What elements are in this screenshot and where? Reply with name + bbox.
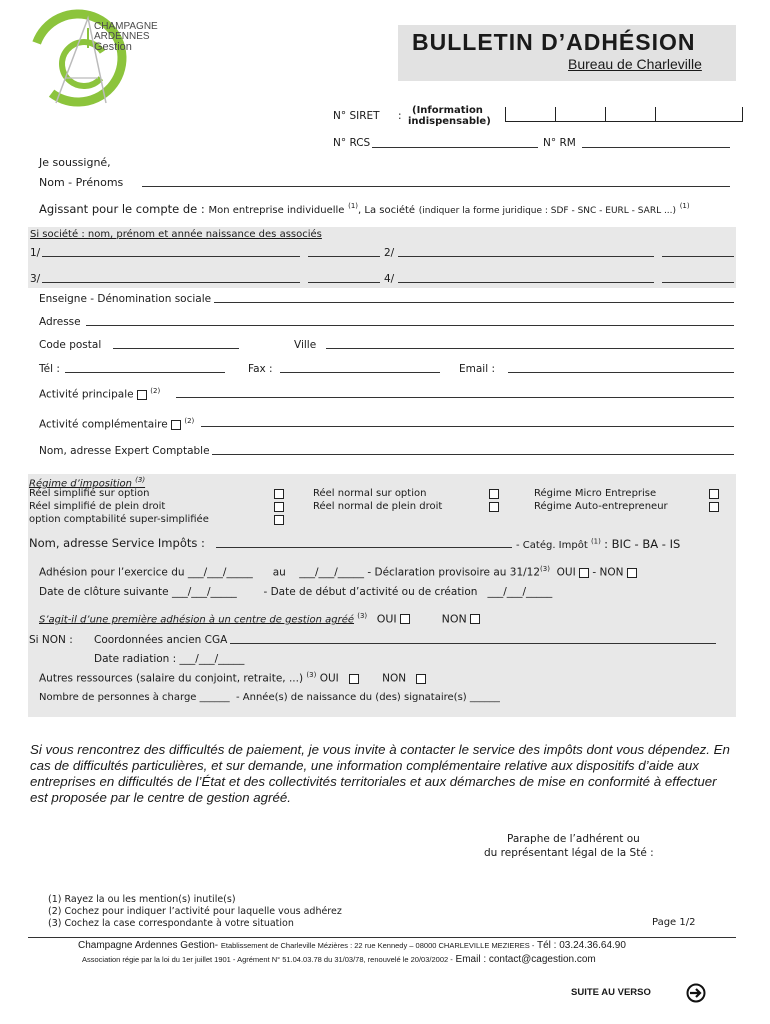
activite-principale-label: Activité principale $^{(2)}$ bbox=[39, 387, 161, 401]
regime-b2: Réel normal de plein droit bbox=[313, 501, 443, 512]
fax-label: Fax : bbox=[248, 363, 273, 375]
cp-label: Code postal bbox=[39, 339, 102, 351]
regime-b2-checkbox[interactable] bbox=[489, 502, 499, 512]
impots-field[interactable] bbox=[216, 538, 512, 548]
associe-4-year[interactable] bbox=[662, 273, 734, 283]
coord-field[interactable] bbox=[230, 634, 716, 644]
associe-1-year[interactable] bbox=[308, 247, 380, 257]
premiere-non-checkbox[interactable] bbox=[470, 614, 480, 624]
footer-line2: Association régie par la loi du 1er juillet 1901 - Agrément N° 51.04.03.78 du 31/03/78, renouvelé le 20/03/2002 - Email : contact@cagestion.com bbox=[82, 954, 596, 965]
categ-impot: - Catég. Impôt $^{(1)}$ : BIC - BA - IS bbox=[516, 537, 681, 551]
email-field[interactable] bbox=[508, 363, 734, 373]
ville-label: Ville bbox=[294, 339, 317, 351]
siret-note: (Information indispensable) bbox=[408, 105, 491, 127]
nom-field[interactable] bbox=[142, 177, 730, 187]
enseigne-field[interactable] bbox=[214, 293, 734, 303]
impots-label: Nom, adresse Service Impôts : bbox=[29, 536, 205, 550]
premiere-oui-checkbox[interactable] bbox=[400, 614, 410, 624]
regime-a3-checkbox[interactable] bbox=[274, 515, 284, 525]
siret-field-2[interactable] bbox=[555, 107, 606, 122]
cp-field[interactable] bbox=[113, 339, 239, 349]
siret-colon: : bbox=[398, 110, 402, 122]
ville-field[interactable] bbox=[326, 339, 734, 349]
regime-b1: Réel normal sur option bbox=[313, 488, 427, 499]
rcs-field[interactable] bbox=[372, 138, 538, 148]
payment-note: Si vous rencontrez des difficultés de paiement, je vous invite à contacter le service des impôts dont vous dépendez. En cas de difficultés particulières, et sur demande, une information complémentaire relative aux dispositifs d’aide aux entreprises en difficultés de l’État et des collectivités territoriales et aux démarches de mise en conformité à effectuer est proposée par le centre de gestion agréé. bbox=[30, 742, 730, 805]
activite-complementaire-label: Activité complémentaire $^{(2)}$ bbox=[39, 417, 195, 431]
adresse-field[interactable] bbox=[86, 316, 734, 326]
associe-3-label: 3/ bbox=[30, 273, 41, 285]
radiation-row: Date radiation : ___/___/_____ bbox=[94, 653, 245, 665]
footer-line1: Champagne Ardennes Gestion- Etablissement de Charleville Mézières : 22 rue Kennedy – 08000 CHARLEVILLE MEZIERES - Tél : 03.24.36.64.90 bbox=[78, 940, 626, 951]
regime-a2-checkbox[interactable] bbox=[274, 502, 284, 512]
adresse-label: Adresse bbox=[39, 316, 81, 328]
brand-name: CHAMPAGNE ARDENNES Gestion bbox=[94, 21, 158, 53]
associe-4-label: 4/ bbox=[384, 273, 395, 285]
nom-label: Nom - Prénoms bbox=[39, 176, 124, 189]
regime-a1-checkbox[interactable] bbox=[274, 489, 284, 499]
siret-field-4[interactable] bbox=[655, 107, 743, 122]
siret-field-3[interactable] bbox=[605, 107, 656, 122]
decl-oui-checkbox[interactable] bbox=[579, 568, 589, 578]
regime-c1: Régime Micro Entreprise bbox=[534, 488, 657, 499]
associe-2-field[interactable] bbox=[398, 247, 654, 257]
decl-non-checkbox[interactable] bbox=[627, 568, 637, 578]
regime-c2: Régime Auto-entrepreneur bbox=[534, 501, 668, 512]
regime-a1: Réel simplifié sur option bbox=[29, 488, 150, 499]
enseigne-label: Enseigne - Dénomination sociale bbox=[39, 293, 212, 305]
paraphe-line1: Paraphe de l’adhérent ou bbox=[507, 833, 640, 845]
coord-label: Coordonnées ancien CGA bbox=[94, 634, 228, 646]
rcs-label: N° RCS bbox=[333, 137, 371, 149]
siret-label: N° SIRET bbox=[333, 110, 380, 122]
tel-label: Tél : bbox=[39, 363, 60, 375]
activite-complementaire-checkbox[interactable] bbox=[171, 420, 181, 430]
ressources-row: Autres ressources (salaire du conjoint, retraite, ...) $^{(3)}$ OUI NON bbox=[39, 671, 426, 685]
expert-field[interactable] bbox=[212, 445, 734, 455]
adhesion-row: Adhésion pour l’exercice du ___/___/_____ au ___/___/_____ - Déclaration provisoire au 31/12$^{(3)}$ OUI - NON bbox=[39, 565, 637, 579]
paraphe-line2: du représentant légal de la Sté : bbox=[484, 847, 654, 859]
premiere-row: S’agit-il d’une première adhésion à un centre de gestion agréé $^{(3)}$ OUI NON bbox=[39, 612, 480, 625]
tel-field[interactable] bbox=[65, 363, 225, 373]
je-soussigne: Je soussigné, bbox=[39, 156, 111, 169]
regime-a3: option comptabilité super-simplifiée bbox=[29, 514, 209, 525]
regime-heading: Régime d’imposition $^{(3)}$ bbox=[29, 476, 146, 490]
regime-b1-checkbox[interactable] bbox=[489, 489, 499, 499]
activite-complementaire-field[interactable] bbox=[201, 417, 734, 427]
email-label: Email : bbox=[459, 363, 496, 375]
footnotes: (1) Rayez la ou les mention(s) inutile(s) (2) Cochez pour indiquer l’activité pour laquelle vous adhérez (3) Cochez la case correspondante à votre situation bbox=[48, 894, 342, 929]
ressources-oui-checkbox[interactable] bbox=[349, 674, 359, 684]
expert-label: Nom, adresse Expert Comptable bbox=[39, 445, 210, 457]
footer-divider bbox=[28, 937, 736, 938]
associe-2-year[interactable] bbox=[662, 247, 734, 257]
fax-field[interactable] bbox=[280, 363, 440, 373]
regime-c2-checkbox[interactable] bbox=[709, 502, 719, 512]
page-number: Page 1/2 bbox=[652, 917, 696, 928]
arrow-right-icon bbox=[686, 983, 706, 1003]
rm-field[interactable] bbox=[582, 138, 730, 148]
suite-verso: SUITE AU VERSO bbox=[571, 987, 651, 998]
regime-a2: Réel simplifié de plein droit bbox=[29, 501, 166, 512]
associe-4-field[interactable] bbox=[398, 273, 654, 283]
sinon-label: Si NON : bbox=[29, 634, 73, 646]
associe-3-field[interactable] bbox=[42, 273, 300, 283]
siret-field-1[interactable] bbox=[505, 107, 556, 122]
activite-principale-field[interactable] bbox=[176, 388, 734, 398]
agissant-row: Agissant pour le compte de : Mon entreprise individuelle $^{(1)}$, La société (indiquer la forme juridique : SDF - SNC - EURL - SARL ...) $^{(1)}$ bbox=[39, 202, 690, 216]
associe-1-field[interactable] bbox=[42, 247, 300, 257]
regime-c1-checkbox[interactable] bbox=[709, 489, 719, 499]
associe-3-year[interactable] bbox=[308, 273, 380, 283]
ressources-non-checkbox[interactable] bbox=[416, 674, 426, 684]
cloture-row: Date de clôture suivante ___/___/_____ - Date de début d’activité ou de création ___/___/_____ bbox=[39, 586, 553, 598]
associe-2-label: 2/ bbox=[384, 247, 395, 259]
personnes-row: Nombre de personnes à charge ______ - Année(s) de naissance du (des) signataire(s) ______ bbox=[39, 692, 500, 703]
activite-principale-checkbox[interactable] bbox=[137, 390, 147, 400]
page-subtitle: Bureau de Charleville bbox=[568, 56, 702, 72]
associe-1-label: 1/ bbox=[30, 247, 41, 259]
rm-label: N° RM bbox=[543, 137, 576, 149]
associes-heading: Si société : nom, prénom et année naissance des associés bbox=[30, 229, 322, 240]
page-title: BULLETIN D’ADHÉSION bbox=[412, 29, 696, 55]
